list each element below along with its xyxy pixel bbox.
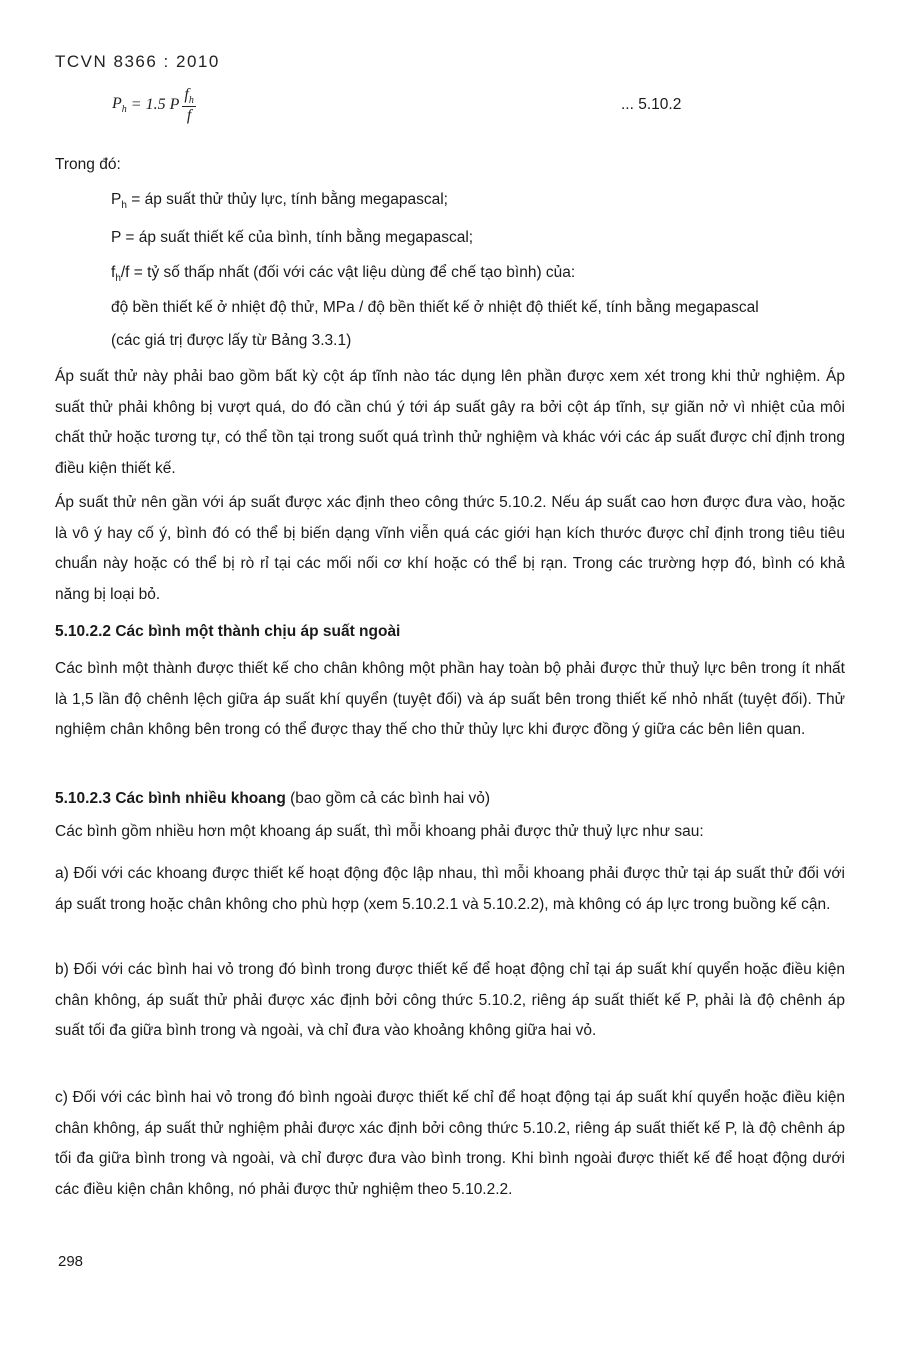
definition-p: P = áp suất thiết kế của bình, tính bằng megapascal; bbox=[111, 229, 474, 246]
formula-numerator: $f_h$ bbox=[184, 86, 194, 107]
where-label: Trong đó: bbox=[55, 156, 121, 173]
formula-fraction bbox=[182, 86, 195, 125]
list-item-a: a) Đối với các khoang được thiết kế hoạt động độc lập nhau, thì mỗi khoang phải được thử tại áp suất thử đối với áp suất trong hoặc chân không cho phù hợp (xem 5.10.2.1 và 5.10.2.2), mà không có áp lực trong buồng kế cận. bbox=[55, 865, 845, 913]
definition-source-note: (các giá trị được lấy từ Bảng 3.3.1) bbox=[111, 332, 352, 349]
section-heading-5-10-2-2: 5.10.2.2 Các bình một thành chịu áp suất ngoài bbox=[55, 623, 401, 640]
definition-fh-ratio: $f_h/f$ = tỷ số thấp nhất (đối với các vật liệu dùng để chế tạo bình) của: bbox=[111, 264, 576, 285]
paragraph-pressure-limit: Áp suất thử nên gần với áp suất được xác định theo công thức 5.10.2. Nếu áp suất cao hơn được đưa vào, hoặc là vô ý hay cố ý, bình đó có thể bị biến dạng vĩnh viễn quá các giới hạn kích thước được chỉ định trong tiêu tiêu chuẩn này hoặc có thể bị rò rỉ tại các mối nối cơ khí hoặc có thể bị rạn. Trong các trường hợp đó, bình có khả năng bị loại bỏ. bbox=[55, 494, 845, 603]
definition-strength-ratio: độ bền thiết kế ở nhiệt độ thử, MPa / độ bền thiết kế ở nhiệt độ thiết kế, tính bằng megapascal bbox=[111, 299, 759, 316]
section-heading-5-10-2-3: 5.10.2.3 Các bình nhiều khoang (bao gồm cả các bình hai vỏ) bbox=[55, 790, 491, 807]
formula-denominator: f bbox=[186, 107, 192, 125]
paragraph-single-wall-vessels: Các bình một thành được thiết kế cho chân không một phần hay toàn bộ phải được thử thuỷ lực bên trong ít nhất là 1,5 lần độ chênh lệch giữa áp suất khí quyển (tuyệt đối) và áp suất bên trong thiết kế nhỏ nhất (tuyệt đối). Thử nghiệm chân không bên trong có thể được thay thế cho thử thủy lực khi được đồng ý giữa các bên liên quan. bbox=[55, 660, 845, 738]
formula-number: ... 5.10.2 bbox=[621, 96, 682, 113]
formula-5-10-2 bbox=[112, 86, 196, 125]
list-item-b: b) Đối với các bình hai vỏ trong đó bình trong được thiết kế để hoạt động chỉ tại áp suất khí quyển hoặc điều kiện chân không, áp suất thử phải được xác định bởi công thức 5.10.2, riêng áp suất thiết kế P, phải là độ chênh áp suất tối đa giữa bình trong và ngoài, và chỉ đưa vào khoảng không giữa hai vỏ. bbox=[55, 961, 845, 1039]
definition-ph: $P_h$ = áp suất thử thủy lực, tính bằng megapascal; bbox=[111, 191, 448, 212]
formula-coefficient: = 1.5 P bbox=[130, 96, 180, 114]
paragraph-multi-chamber-intro: Các bình gồm nhiều hơn một khoang áp suất, thì mỗi khoang phải được thử thuỷ lực như sau: bbox=[55, 823, 704, 840]
page-number: 298 bbox=[58, 1253, 84, 1270]
formula-lhs: $P_h$ bbox=[112, 95, 127, 116]
standard-code-header: TCVN 8366 : 2010 bbox=[55, 52, 220, 71]
list-item-c: c) Đối với các bình hai vỏ trong đó bình ngoài được thiết kế chỉ để hoạt động tại áp suất khí quyển hoặc điều kiện chân không, áp suất thử nghiệm phải được xác định bởi công thức 5.10.2, riêng áp suất thiết kế P, là độ chênh áp tối đa giữa bình trong và ngoài, và chỉ được đưa vào bình trong. Khi bình ngoài được thiết kế để hoạt động dưới các điều kiện chân không, nó phải được thử nghiệm theo 5.10.2.2. bbox=[55, 1089, 845, 1198]
paragraph-test-pressure: Áp suất thử này phải bao gồm bất kỳ cột áp tĩnh nào tác dụng lên phần được xem xét trong khi thử nghiệm. Áp suất thử phải không bị vượt quá, do đó cần chú ý tới áp suất gây ra bởi cột áp tĩnh, sự giãn nở vì nhiệt của môi chất thử hoặc tương tự, có thể tồn tại trong suốt quá trình thử nghiệm và khác với các áp suất được chỉ định trong điều kiện thiết kế. bbox=[55, 368, 845, 477]
